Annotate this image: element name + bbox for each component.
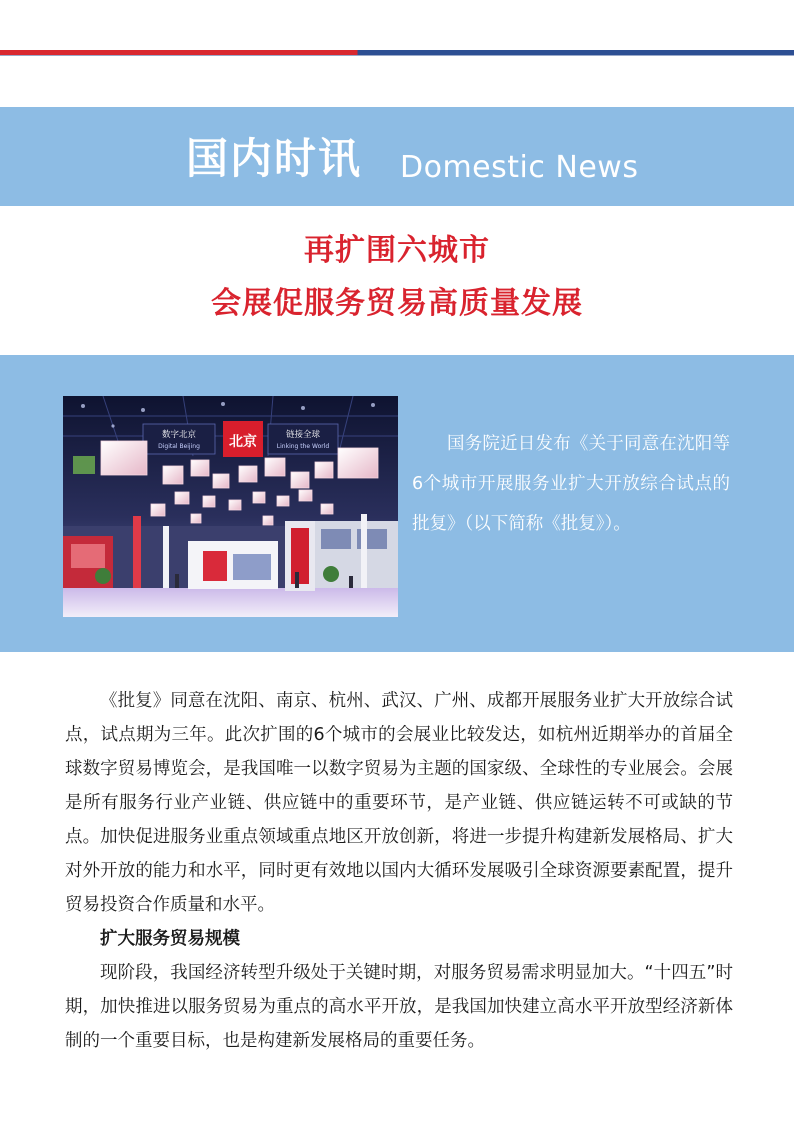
photo-sign-right: 链接全球 bbox=[285, 430, 321, 440]
intro-paragraph bbox=[412, 424, 730, 544]
photo-sign-left-en: Digital Beijing bbox=[158, 443, 200, 450]
photo-logo: 北京 bbox=[229, 434, 257, 450]
article-body bbox=[65, 684, 733, 1058]
section-header-band bbox=[0, 107, 794, 206]
exhibition-photo bbox=[63, 396, 398, 617]
section-title-cn: 国内时讯 bbox=[186, 134, 363, 183]
section-title-en: Domestic News bbox=[400, 150, 639, 185]
photo-sign-left: 数字北京 bbox=[161, 430, 197, 440]
body-subheading: 扩大服务贸易规模 bbox=[100, 929, 240, 949]
body-paragraph-2: 现阶段，我国经济转型升级处于关键时期，对服务贸易需求明显加大。“十四五”时期，加快推进以服务贸易为重点的高水平开放，是我国加快建立高水平开放型经济新体制的一个重要目标，也是构建新发展格局的重要任务。 bbox=[65, 963, 733, 1051]
top-thin-rule bbox=[0, 55, 794, 56]
intro-text: 国务院近日发布《关于同意在沈阳等6个城市开展服务业扩大开放综合试点的批复》（以下简称《批复》）。 bbox=[412, 434, 730, 534]
body-paragraph-1: 《批复》同意在沈阳、南京、杭州、武汉、广州、成都开展服务业扩大开放综合试点，试点期为三年。此次扩围的6个城市的会展业比较发达，如杭州近期举办的首届全球数字贸易博览会，是我国唯一以数字贸易为主题的国家级、全球性的专业展会。会展是所有服务行业产业链、供应链中的重要环节，是产业链、供应链运转不可或缺的节点。加快促进服务业重点领域重点地区开放创新，将进一步提升构建新发展格局、扩大对外开放的能力和水平，同时更有效地以国内大循环发展吸引全球资源要素配置，提升贸易投资合作质量和水平。 bbox=[65, 691, 733, 915]
headline-line-2: 会展促服务贸易高质量发展 bbox=[211, 286, 583, 321]
photo-sign-right-en: Linking the World bbox=[276, 443, 330, 450]
headline-line-1: 再扩围六城市 bbox=[304, 233, 490, 268]
